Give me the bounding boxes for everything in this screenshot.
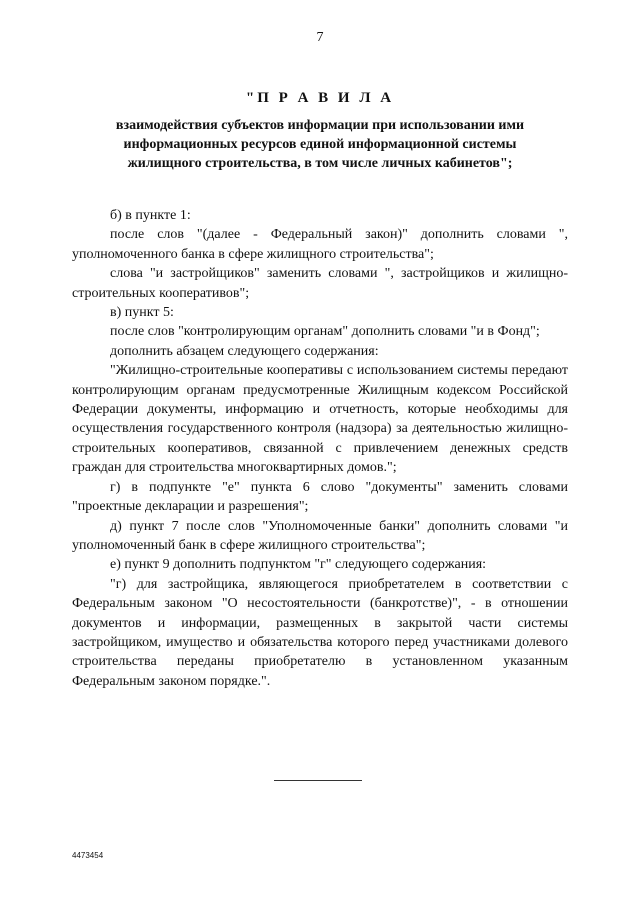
page-number: 7 — [316, 30, 324, 45]
document-subtitle — [60, 116, 580, 173]
paragraph: е) пункт 9 дополнить подпунктом "г" следующего содержания: — [110, 557, 487, 573]
paragraph: д) пункт 7 после слов "Уполномоченные банки" дополнить словами "и уполномоченный банк в сфере жилищного строительства"; — [72, 518, 568, 553]
paragraph: "г) для застройщика, являющегося приобретателем в соответствии с Федеральным законом "О несостоятельности (банкротстве)", - в отношении документов и информации, размещенных в закрытой части системы застройщиком, имущество и обязательства которого перед участниками долевого строительства переданы приобретателю в установленном указанным Федеральным законом порядке.". — [72, 576, 568, 689]
paragraph: б) в пункте 1: — [110, 208, 191, 223]
document-body — [72, 206, 568, 691]
subtitle-line: взаимодействия субъектов информации при использовании ими — [115, 118, 525, 133]
subtitle-line: жилищного строительства, в том числе личных кабинетов"; — [127, 156, 513, 171]
paragraph: "Жилищно-строительные кооперативы с использованием системы передают контролирующим органам предусмотренные Жилищным кодексом Российской Федерации документы, информацию и отчетность, которые необходимы для осуществления государственного контроля (надзора) за деятельностью жилищно-строительных кооперативов, связанной с привлечением денежных средств граждан для строительства многоквартирных домов."; — [72, 363, 568, 476]
end-divider — [274, 780, 362, 781]
document-title: "П Р А В И Л А — [245, 90, 395, 106]
paragraph: слова "и застройщиков" заменить словами ", застройщиков и жилищно-строительных кооперативов"; — [72, 266, 568, 301]
document-code: 4473454 — [72, 851, 104, 860]
paragraph: после слов "(далее - Федеральный закон)" дополнить словами ", уполномоченного банка в сфере жилищного строительства"; — [72, 227, 568, 262]
paragraph: дополнить абзацем следующего содержания: — [110, 343, 379, 359]
paragraph: в) пункт 5: — [110, 305, 174, 321]
subtitle-line: информационных ресурсов единой информационной системы — [123, 137, 517, 152]
paragraph: после слов "контролирующим органам" дополнить словами "и в Фонд"; — [110, 324, 540, 340]
paragraph: г) в подпункте "е" пункта 6 слово "документы" заменить словами "проектные декларации и разрешения"; — [72, 479, 568, 515]
